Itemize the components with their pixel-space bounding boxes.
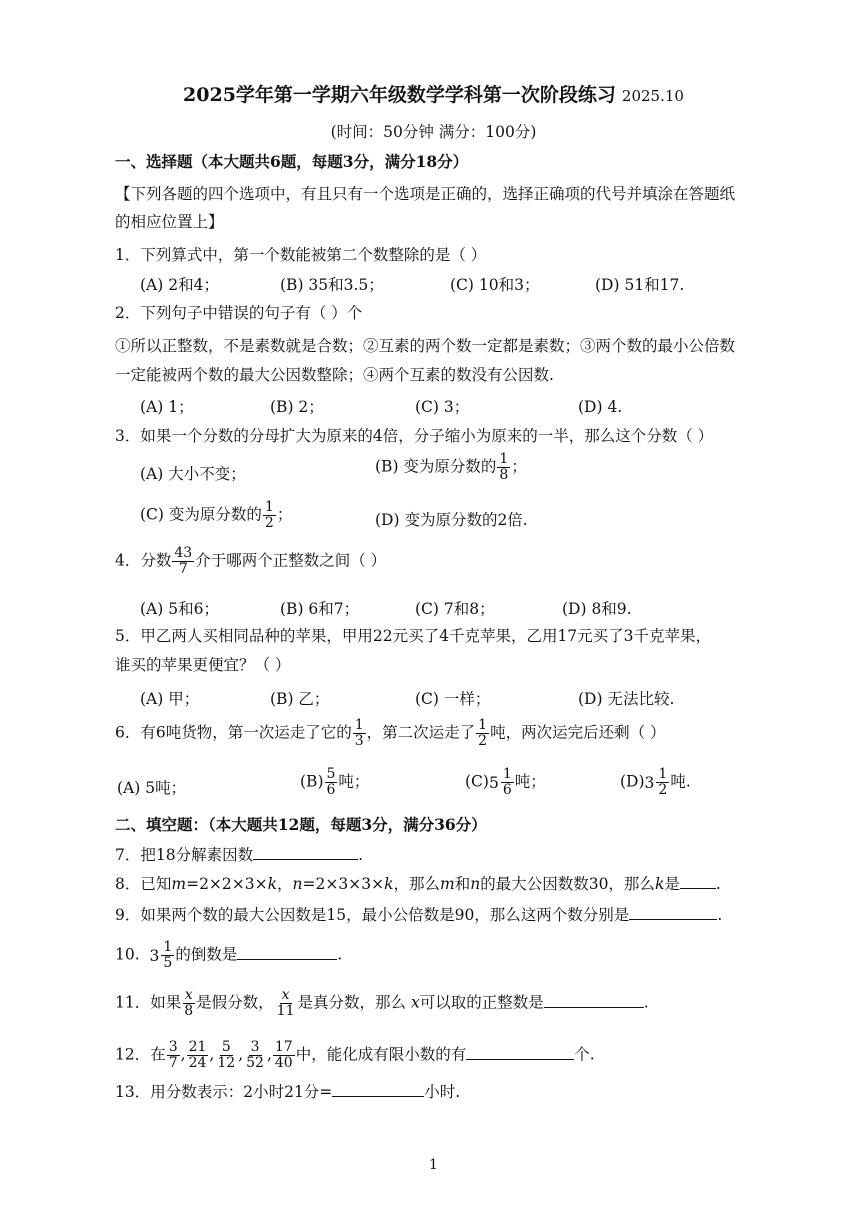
q12-end: 个. xyxy=(574,1045,595,1064)
q10-answer-blank[interactable] xyxy=(237,945,337,960)
q1-option-d: (D) 51和17. xyxy=(595,276,685,294)
q13-answer-blank[interactable] xyxy=(332,1082,424,1097)
q5-stem-line2: 谁买的苹果更便宜？（ ） xyxy=(115,656,291,674)
fraction-denominator: 8 xyxy=(499,467,509,483)
q11-pre: 11．如果 xyxy=(115,993,182,1012)
mixed-fraction xyxy=(501,767,514,798)
q6-option-d-mixed-number xyxy=(645,767,671,798)
mixed-fraction xyxy=(161,940,174,971)
q12-fraction-1 xyxy=(167,1040,180,1071)
var-m: m xyxy=(440,875,455,893)
q7-answer-blank[interactable] xyxy=(253,845,358,860)
q2-option-a: (A) 1； xyxy=(140,398,194,416)
q13-stem xyxy=(115,1082,460,1102)
fraction-numerator: x xyxy=(184,987,193,1003)
q6-option-b-label: (B) xyxy=(300,772,324,791)
q12-fraction-4 xyxy=(244,1040,266,1071)
fraction-numerator: 5 xyxy=(326,766,336,782)
q2-stem: 2．下列句子中错误的句子有（ ）个 xyxy=(115,304,363,322)
q1-option-c: (C) 10和3； xyxy=(450,276,540,294)
q5-option-c: (C) 一样； xyxy=(415,690,491,708)
var-m: m xyxy=(171,875,187,893)
fraction-denominator: 6 xyxy=(502,782,512,798)
q4-option-d: (D) 8和9. xyxy=(562,600,632,618)
section1-heading: 一、选择题（本大题共6题，每题3分，满分18分） xyxy=(115,152,469,171)
q4-stem xyxy=(115,546,386,577)
q6-option-c-unit: 吨； xyxy=(514,772,546,791)
title-date: 2025.10 xyxy=(621,87,684,105)
q6-option-b-fraction xyxy=(325,767,338,798)
q10-mixed-number xyxy=(150,940,176,971)
q11-post-b: 可以取的正整数是 xyxy=(419,993,544,1012)
q6-option-a: (A) 5吨； xyxy=(117,779,187,797)
q12-fraction-3 xyxy=(215,1040,237,1071)
q7-text: 7．把18分解素因数 xyxy=(115,846,254,864)
q4-stem-pre: 4．分数 xyxy=(115,551,172,570)
q11-fraction-2 xyxy=(275,988,297,1019)
q13-end: 小时. xyxy=(424,1083,461,1101)
fraction-denominator: 8 xyxy=(184,1003,194,1019)
q6-fraction-1 xyxy=(353,718,366,749)
q10-end: . xyxy=(337,945,343,964)
fraction-denominator: 3 xyxy=(354,733,364,749)
var-k: k xyxy=(267,875,278,893)
q4-option-a: (A) 5和6； xyxy=(140,600,219,618)
q3-option-b-end: ； xyxy=(511,457,527,476)
fraction-denominator: 11 xyxy=(276,1003,295,1019)
fraction-denominator: 2 xyxy=(658,782,668,798)
q6-option-c xyxy=(465,767,546,798)
mixed-whole: 5 xyxy=(488,773,499,792)
q6-option-c-label: (C) xyxy=(465,772,489,791)
q9-stem xyxy=(115,905,722,925)
q11-post-a: 是真分数，那么 xyxy=(297,993,407,1012)
q5-option-d: (D) 无法比较. xyxy=(578,690,675,708)
q6-option-b-unit: 吨； xyxy=(338,772,370,791)
exam-time-score: (时间：50分钟 满分：100分) xyxy=(330,123,537,141)
q8-answer-blank[interactable] xyxy=(680,874,716,889)
q12-comma: , xyxy=(209,1045,215,1064)
fraction-numerator: 1 xyxy=(658,766,668,782)
fraction-denominator: 6 xyxy=(326,782,336,798)
q8-pre: 8．已知 xyxy=(115,875,172,893)
q4-option-b: (B) 6和7； xyxy=(280,600,360,618)
q1-stem: 1．下列算式中，第一个数能被第二个数整除的是（ ） xyxy=(115,246,487,264)
q8-stem xyxy=(115,874,721,894)
q2-option-d: (D) 4. xyxy=(578,398,623,416)
q12-answer-blank[interactable] xyxy=(466,1045,574,1060)
q6-stem-post: 吨，两次运完后还剩（ ） xyxy=(490,723,666,742)
mixed-whole: 3 xyxy=(149,946,160,965)
q6-option-d-unit: 吨. xyxy=(670,772,691,791)
q8-eq2: =2×3×3× xyxy=(302,875,385,893)
fraction-numerator: 43 xyxy=(174,545,193,561)
q6-stem-mid: ，第二次运走了 xyxy=(366,723,476,742)
section1-instruction-line2: 的相应位置上】 xyxy=(115,213,224,231)
q4-fraction xyxy=(172,546,194,577)
q3-option-b-fraction xyxy=(497,452,510,483)
q8-end: . xyxy=(715,875,721,893)
mixed-fraction xyxy=(656,767,669,798)
q8-mid1: ，那么 xyxy=(393,875,440,893)
fraction-numerator: 1 xyxy=(163,939,173,955)
q6-stem-pre: 6．有6吨货物，第一次运走了它的 xyxy=(115,723,352,742)
q3-stem: 3．如果一个分数的分母扩大为原来的4倍，分子缩小为原来的一半，那么这个分数（ ） xyxy=(115,427,714,445)
var-x: x xyxy=(410,993,420,1012)
q6-option-d-label: (D) xyxy=(620,772,645,791)
fraction-numerator: x xyxy=(281,987,290,1003)
q13-text: 13．用分数表示：2小时21分= xyxy=(115,1083,333,1101)
fraction-numerator: 3 xyxy=(250,1039,260,1055)
fraction-denominator: 7 xyxy=(168,1055,178,1071)
fraction-numerator: 1 xyxy=(502,766,512,782)
q2-option-c: (C) 3； xyxy=(415,398,470,416)
fraction-numerator: 1 xyxy=(264,499,274,515)
fraction-numerator: 17 xyxy=(274,1039,293,1055)
q3-option-c-fraction xyxy=(263,500,276,531)
q7-stem xyxy=(115,845,363,865)
q9-text: 9．如果两个数的最大公因数是15，最小公倍数是90，那么这两个数分别是 xyxy=(115,906,630,924)
q8-mid2: 的最大公因数数30，那么 xyxy=(480,875,655,893)
fraction-numerator: 1 xyxy=(354,717,364,733)
page-title xyxy=(0,80,867,107)
fraction-denominator: 5 xyxy=(163,955,173,971)
fraction-numerator: 21 xyxy=(188,1039,207,1055)
q11-end: . xyxy=(643,993,649,1012)
q10-text: 的倒数是 xyxy=(175,945,238,964)
mixed-whole: 3 xyxy=(644,773,655,792)
q3-option-c-text: (C) 变为原分数的 xyxy=(140,505,262,524)
q10-number: 10. xyxy=(115,945,140,964)
q9-answer-blank[interactable] xyxy=(629,905,717,920)
fraction-denominator: 7 xyxy=(178,561,188,577)
q3-option-c xyxy=(140,500,292,531)
fraction-denominator: 2 xyxy=(478,733,488,749)
q3-option-b-text: (B) 变为原分数的 xyxy=(375,457,497,476)
q3-option-d: (D) 变为原分数的2倍. xyxy=(375,511,528,529)
q12-comma: , xyxy=(180,1045,186,1064)
q8-eq1: =2×2×3× xyxy=(186,875,268,893)
fraction-numerator: 3 xyxy=(168,1039,178,1055)
var-k: k xyxy=(654,875,665,893)
q1-option-b: (B) 35和3.5； xyxy=(280,276,384,294)
q5-stem-line1: 5．甲乙两人买相同品种的苹果，甲用22元买了4千克苹果，乙用17元买了3千克苹果， xyxy=(115,627,712,645)
q6-option-b xyxy=(300,767,369,798)
q4-option-c: (C) 7和8； xyxy=(415,600,495,618)
q12-comma: , xyxy=(238,1045,244,1064)
q2-option-b: (B) 2； xyxy=(270,398,324,416)
fraction-denominator: 24 xyxy=(188,1055,207,1071)
section2-heading: 二、填空题：（本大题共12题，每题3分，满分36分） xyxy=(115,815,487,834)
q2-statement-line2: 一定能被两个数的最大公因数整除；④两个互素的数没有公因数. xyxy=(115,366,554,384)
q12-fraction-5 xyxy=(273,1040,295,1071)
q8-and: 和 xyxy=(454,875,471,893)
q2-statement-line1: ①所以正整数，不是素数就是合数；②互素的两个数一定都是素数；③两个数的最小公倍数 xyxy=(115,337,736,355)
q8-sep: ， xyxy=(277,875,293,893)
fraction-denominator: 2 xyxy=(264,515,274,531)
q5-option-a: (A) 甲； xyxy=(140,690,200,708)
q3-option-c-end: ； xyxy=(276,505,293,524)
q12-text: 中，能化成有限小数的有 xyxy=(295,1045,467,1064)
q12-fraction-2 xyxy=(187,1040,209,1071)
q11-stem xyxy=(115,988,649,1019)
section1-instruction-line1: 【下列各题的四个选项中，有且只有一个选项是正确的，选择正确项的代号并填涂在答题纸 xyxy=(115,185,736,203)
var-n: n xyxy=(470,875,481,893)
fraction-numerator: 1 xyxy=(478,717,488,733)
fraction-numerator: 5 xyxy=(221,1039,231,1055)
q12-comma: , xyxy=(266,1045,272,1064)
q11-fraction-1 xyxy=(182,988,195,1019)
fraction-denominator: 40 xyxy=(274,1055,293,1071)
fraction-denominator: 52 xyxy=(246,1055,264,1071)
q5-option-b: (B) 乙； xyxy=(270,690,330,708)
q7-end: . xyxy=(358,846,364,864)
q9-end: . xyxy=(717,906,723,924)
q10-stem xyxy=(115,940,342,971)
q4-stem-post: 介于哪两个正整数之间（ ） xyxy=(195,551,387,570)
var-n: n xyxy=(292,875,303,893)
q3-option-b xyxy=(375,452,527,483)
q11-answer-blank[interactable] xyxy=(544,993,644,1008)
fraction-denominator: 12 xyxy=(217,1055,236,1071)
q3-option-a: (A) 大小不变； xyxy=(140,465,246,483)
q6-stem xyxy=(115,718,666,749)
q6-option-d xyxy=(620,767,691,798)
page-number: 1 xyxy=(429,1157,438,1173)
fraction-numerator: 1 xyxy=(499,451,509,467)
q6-option-c-mixed-number xyxy=(489,767,515,798)
q12-stem xyxy=(115,1040,595,1071)
var-k: k xyxy=(384,875,394,893)
title-text: 2025学年第一学期六年级数学学科第一次阶段练习 xyxy=(183,84,616,106)
q8-is: 是 xyxy=(664,875,680,893)
q11-mid: 是假分数， xyxy=(196,993,274,1012)
q12-pre: 12．在 xyxy=(115,1045,166,1064)
q1-option-a: (A) 2和4； xyxy=(140,276,219,294)
q6-fraction-2 xyxy=(476,718,489,749)
